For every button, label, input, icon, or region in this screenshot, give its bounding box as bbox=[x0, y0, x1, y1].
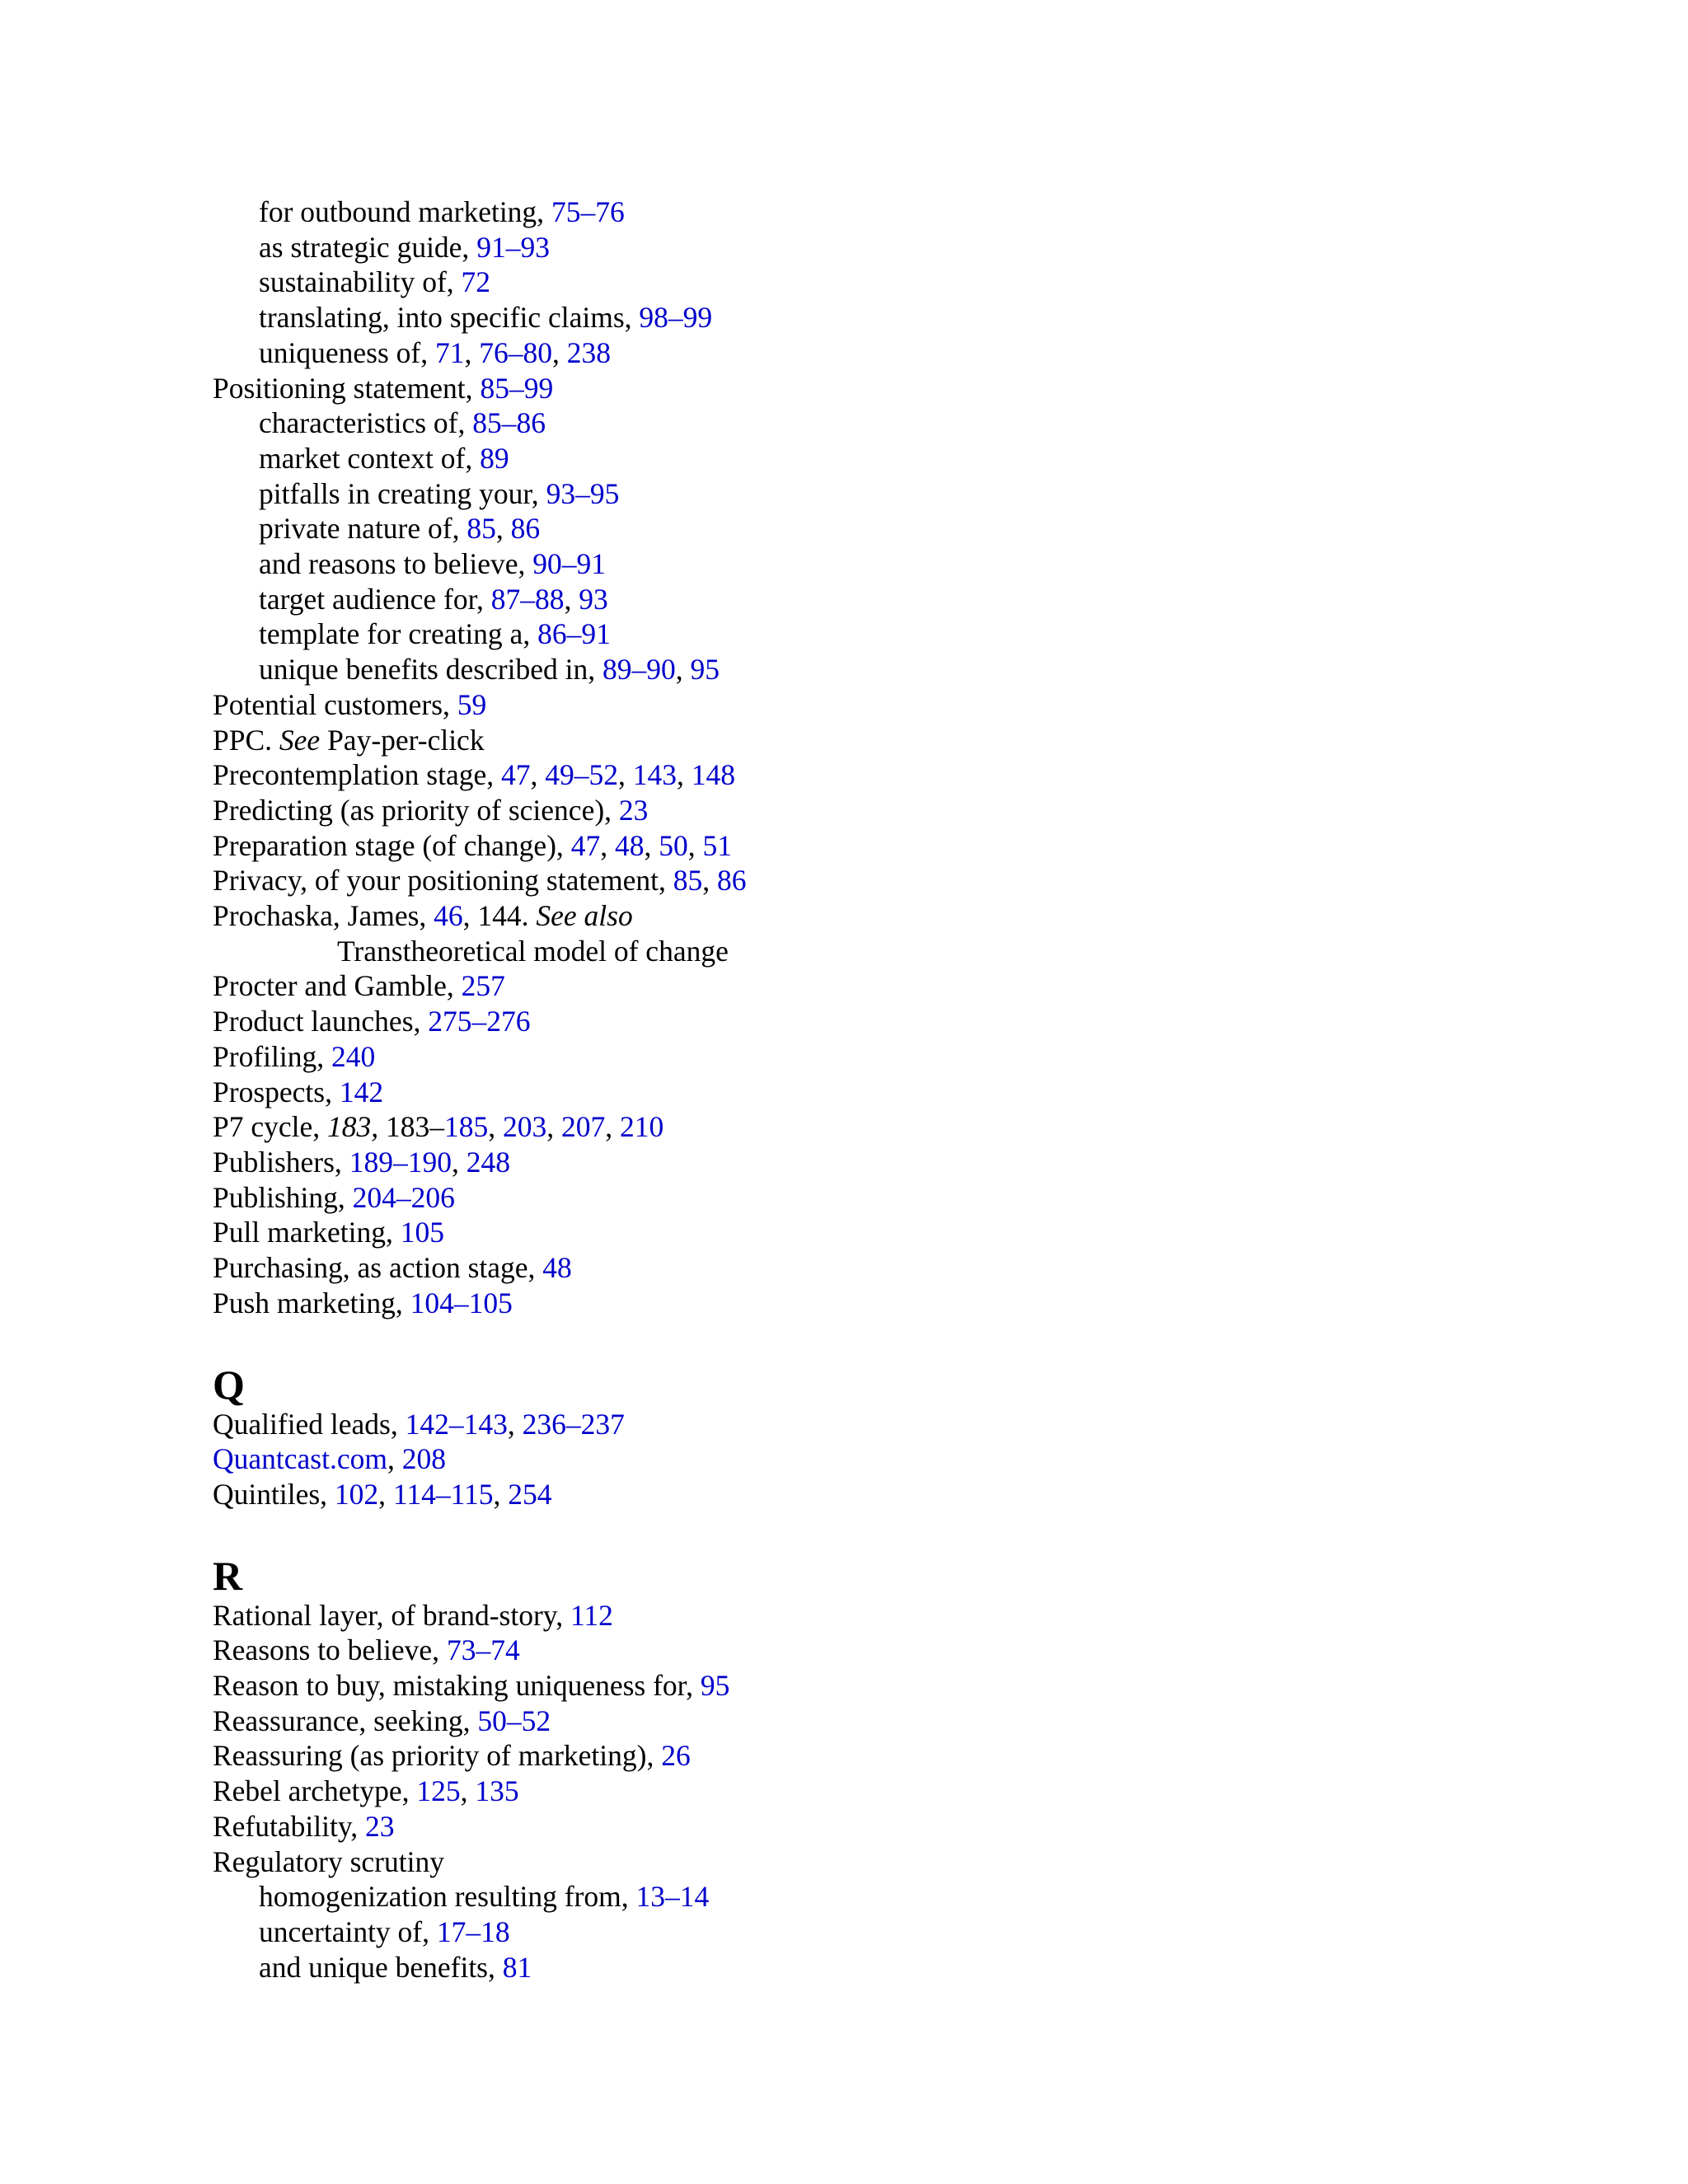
entry-profiling bbox=[213, 1039, 1367, 1075]
entry-push-marketing bbox=[213, 1286, 1367, 1321]
page-link[interactable]: 23 bbox=[365, 1809, 395, 1843]
page-link[interactable]: 81 bbox=[502, 1950, 532, 1984]
entry-text: pitfalls in creating your, bbox=[259, 476, 546, 510]
entry-text: , bbox=[600, 828, 615, 862]
page-link[interactable]: 89–90 bbox=[603, 653, 676, 687]
entry-text: sustainability of, bbox=[259, 265, 462, 299]
page-link[interactable]: 185 bbox=[444, 1110, 489, 1144]
page-link[interactable]: 86–91 bbox=[537, 617, 611, 651]
entry-strategic-guide bbox=[213, 230, 1367, 265]
page-link[interactable]: 240 bbox=[331, 1039, 376, 1073]
page-link[interactable]: 148 bbox=[691, 758, 735, 792]
page-link[interactable]: 135 bbox=[475, 1774, 519, 1808]
italic-text: See also bbox=[536, 899, 633, 933]
entry-text: Predicting (as priority of science), bbox=[213, 793, 619, 827]
entry-text: , bbox=[551, 335, 567, 369]
entry-uniqueness bbox=[213, 335, 1367, 371]
entry-translating-claims bbox=[213, 300, 1367, 335]
entry-text: translating, into specific claims, bbox=[259, 301, 640, 335]
entry-text: R bbox=[213, 1552, 243, 1599]
page-link[interactable]: 142–143 bbox=[405, 1407, 508, 1441]
entry-quintiles bbox=[213, 1477, 1367, 1512]
entry-predicting bbox=[213, 793, 1367, 828]
entry-refutability bbox=[213, 1809, 1367, 1844]
entry-sustainability bbox=[213, 265, 1367, 300]
entry-text: private nature of, bbox=[259, 512, 467, 546]
entry-text: , 144. bbox=[462, 899, 537, 933]
page-link[interactable]: 248 bbox=[466, 1145, 510, 1179]
entry-text: Quintiles, bbox=[213, 1477, 335, 1511]
entry-text: Precontemplation stage, bbox=[213, 758, 501, 792]
entry-text: Reasons to believe, bbox=[213, 1633, 447, 1667]
entry-private-nature bbox=[213, 511, 1367, 546]
entry-text: Pull marketing, bbox=[213, 1216, 401, 1249]
entry-text: Publishers, bbox=[213, 1145, 349, 1179]
entry-homogenization bbox=[213, 1879, 1367, 1915]
entry-text: Publishing, bbox=[213, 1180, 353, 1214]
entry-reason-to-buy bbox=[213, 1668, 1367, 1704]
entry-prospects bbox=[213, 1075, 1367, 1110]
entry-text: and unique benefits, bbox=[259, 1950, 503, 1984]
entry-text: Potential customers, bbox=[213, 687, 457, 721]
page-link[interactable]: 86 bbox=[510, 512, 541, 546]
entry-rational-layer bbox=[213, 1598, 1367, 1633]
page-link[interactable]: 204–206 bbox=[352, 1180, 455, 1214]
section-letter-q bbox=[213, 1362, 1367, 1407]
entry-text: , bbox=[464, 335, 480, 369]
entry-text: , bbox=[460, 1774, 476, 1808]
entry-text: Positioning statement, bbox=[213, 371, 481, 405]
page-link[interactable]: 90–91 bbox=[532, 547, 606, 581]
entry-privacy bbox=[213, 863, 1367, 898]
entry-text: Preparation stage (of change), bbox=[213, 828, 571, 862]
page-link[interactable]: 48 bbox=[542, 1251, 572, 1285]
entry-text: market context of, bbox=[259, 441, 481, 475]
page-link[interactable]: 47 bbox=[570, 828, 601, 862]
entry-text: Prospects, bbox=[213, 1075, 340, 1108]
page-link[interactable]: 254 bbox=[508, 1477, 552, 1511]
entry-characteristics bbox=[213, 405, 1367, 441]
entry-text: Prochaska, James, bbox=[213, 899, 434, 933]
section-gap bbox=[213, 1321, 1367, 1346]
page-link[interactable]: 75–76 bbox=[551, 195, 625, 228]
italic-text: See bbox=[279, 723, 321, 757]
entry-text: , bbox=[378, 1477, 393, 1511]
page-link[interactable]: 203 bbox=[503, 1110, 547, 1144]
entry-text: , bbox=[488, 1110, 504, 1144]
entry-text: , bbox=[605, 1110, 621, 1144]
entry-pitfalls bbox=[213, 476, 1367, 512]
entry-text: and reasons to believe, bbox=[259, 547, 533, 581]
entry-product-launches bbox=[213, 1004, 1367, 1039]
page-link[interactable]: 142 bbox=[339, 1075, 384, 1108]
entry-text: 183– bbox=[378, 1110, 445, 1144]
page-link[interactable]: 236–237 bbox=[522, 1407, 625, 1441]
entry-publishing bbox=[213, 1180, 1367, 1216]
entry-text: Reassurance, seeking, bbox=[213, 1704, 478, 1737]
entry-reasons-to-believe-main bbox=[213, 1633, 1367, 1668]
entry-pull-marketing bbox=[213, 1215, 1367, 1250]
page-link[interactable]: 50 bbox=[659, 828, 688, 862]
entry-text: , bbox=[675, 653, 691, 687]
entry-uncertainty bbox=[213, 1915, 1367, 1950]
entry-text: , bbox=[546, 1110, 562, 1144]
entry-target-audience bbox=[213, 582, 1367, 617]
entry-text: PPC. bbox=[213, 723, 279, 757]
page-link[interactable]: 189–190 bbox=[349, 1145, 452, 1179]
entry-text: Reason to buy, mistaking uniqueness for, bbox=[213, 1669, 701, 1703]
page-link[interactable]: 208 bbox=[401, 1442, 446, 1476]
page-link[interactable]: 104–105 bbox=[410, 1286, 513, 1319]
entry-potential-customers bbox=[213, 687, 1367, 723]
page-link[interactable]: 85–86 bbox=[472, 406, 546, 440]
entry-text: Pay-per-click bbox=[320, 723, 485, 757]
page-link[interactable]: 13–14 bbox=[635, 1880, 710, 1914]
entry-text: Push marketing, bbox=[213, 1286, 410, 1319]
page-link[interactable]: 85–99 bbox=[480, 371, 554, 405]
entry-regulatory-scrutiny bbox=[213, 1844, 1367, 1880]
entry-text: template for creating a, bbox=[259, 617, 538, 651]
page-link[interactable]: 76–80 bbox=[479, 335, 552, 369]
italic-text: 183, bbox=[327, 1110, 379, 1144]
entry-text: Q bbox=[213, 1361, 245, 1408]
entry-text: Refutability, bbox=[213, 1809, 366, 1843]
entry-text: , bbox=[564, 582, 579, 616]
section-gap bbox=[213, 1512, 1367, 1537]
page-link[interactable]: 71 bbox=[434, 335, 465, 369]
entry-qualified-leads bbox=[213, 1407, 1367, 1442]
entry-text: for outbound marketing, bbox=[259, 195, 551, 228]
page-link[interactable]: 238 bbox=[566, 335, 611, 369]
entry-p7-cycle bbox=[213, 1109, 1367, 1145]
page-link[interactable]: Quantcast.com bbox=[213, 1442, 387, 1476]
entry-text: characteristics of, bbox=[259, 406, 473, 440]
entry-prochaska bbox=[213, 898, 1367, 934]
entry-reassuring bbox=[213, 1738, 1367, 1774]
page-link[interactable]: 46 bbox=[434, 899, 463, 933]
entry-text: target audience for, bbox=[259, 582, 491, 616]
entry-reasons-to-believe bbox=[213, 546, 1367, 582]
page-link[interactable]: 210 bbox=[620, 1110, 664, 1144]
page-link[interactable]: 47 bbox=[500, 758, 531, 792]
page-link[interactable]: 26 bbox=[661, 1739, 691, 1773]
entry-text: Profiling, bbox=[213, 1039, 331, 1073]
page-link[interactable]: 114–115 bbox=[392, 1477, 494, 1511]
entry-text: Rational layer, of brand-story, bbox=[213, 1598, 570, 1632]
page-link[interactable]: 51 bbox=[702, 828, 732, 862]
entry-reassurance bbox=[213, 1704, 1367, 1739]
page-link[interactable]: 23 bbox=[618, 793, 649, 827]
page-link[interactable]: 112 bbox=[570, 1598, 613, 1632]
entry-text: P7 cycle, bbox=[213, 1110, 328, 1144]
entry-text: Privacy, of your positioning statement, bbox=[213, 864, 673, 898]
page-link[interactable]: 91–93 bbox=[476, 230, 550, 264]
entry-text: , bbox=[451, 1145, 467, 1179]
entry-quantcast bbox=[213, 1441, 1367, 1477]
page-link[interactable]: 125 bbox=[416, 1774, 461, 1808]
entry-text: , bbox=[702, 864, 717, 898]
entry-purchasing bbox=[213, 1250, 1367, 1286]
entry-text: , bbox=[530, 758, 546, 792]
page-link[interactable]: 207 bbox=[561, 1110, 606, 1144]
entry-procter-gamble bbox=[213, 968, 1367, 1004]
page-link[interactable]: 105 bbox=[400, 1216, 445, 1249]
entry-text: Product launches, bbox=[213, 1005, 429, 1038]
entry-text: unique benefits described in, bbox=[259, 653, 603, 687]
entry-text: Purchasing, as action stage, bbox=[213, 1251, 543, 1285]
section-letter-r bbox=[213, 1554, 1367, 1598]
page-link[interactable]: 59 bbox=[457, 687, 487, 721]
page-link[interactable]: 17–18 bbox=[436, 1915, 510, 1948]
entry-text: , bbox=[617, 758, 633, 792]
page-link[interactable]: 95 bbox=[690, 653, 720, 687]
page-link[interactable]: 50–52 bbox=[477, 1704, 551, 1737]
page-link[interactable]: 102 bbox=[334, 1477, 379, 1511]
entry-text: Rebel archetype, bbox=[213, 1774, 417, 1808]
page-link[interactable]: 143 bbox=[632, 758, 677, 792]
entry-text: Procter and Gamble, bbox=[213, 969, 462, 1003]
page-link[interactable]: 95 bbox=[700, 1669, 730, 1703]
page-link[interactable]: 87–88 bbox=[490, 582, 565, 616]
entry-text: , bbox=[495, 512, 511, 546]
entry-rebel-archetype bbox=[213, 1774, 1367, 1809]
entry-text: , bbox=[387, 1442, 402, 1476]
entry-template bbox=[213, 616, 1367, 652]
page-link[interactable]: 85 bbox=[467, 512, 496, 546]
page-link[interactable]: 48 bbox=[614, 828, 645, 862]
entry-text: , bbox=[507, 1407, 523, 1441]
entry-text: , bbox=[644, 828, 659, 862]
page-link[interactable]: 93–95 bbox=[546, 476, 620, 510]
entry-outbound-marketing bbox=[213, 194, 1367, 230]
entry-text: homogenization resulting from, bbox=[259, 1880, 636, 1914]
entry-text: , bbox=[493, 1477, 509, 1511]
entry-text: Qualified leads, bbox=[213, 1407, 406, 1441]
entry-precontemplation bbox=[213, 757, 1367, 793]
page-link[interactable]: 89 bbox=[480, 441, 509, 475]
entry-unique-benefits-r bbox=[213, 1950, 1367, 1985]
entry-text: , bbox=[687, 828, 703, 862]
entry-text: Transtheoretical model of change bbox=[337, 934, 729, 968]
entry-preparation-stage bbox=[213, 828, 1367, 864]
page-link[interactable]: 72 bbox=[461, 265, 491, 299]
entry-text: , bbox=[676, 758, 692, 792]
page-link[interactable]: 275–276 bbox=[428, 1005, 531, 1038]
entry-market-context bbox=[213, 441, 1367, 476]
entry-unique-benefits bbox=[213, 652, 1367, 687]
page-link[interactable]: 73–74 bbox=[446, 1633, 520, 1667]
page-link[interactable]: 257 bbox=[461, 969, 505, 1003]
index-page bbox=[213, 194, 1367, 1985]
entry-publishers bbox=[213, 1145, 1367, 1180]
entry-text: Regulatory scrutiny bbox=[213, 1844, 444, 1878]
page-link[interactable]: 86 bbox=[716, 864, 747, 898]
entry-text: as strategic guide, bbox=[259, 230, 477, 264]
page-link[interactable]: 98–99 bbox=[639, 301, 713, 335]
entry-text: uncertainty of, bbox=[259, 1915, 437, 1948]
page-link[interactable]: 85 bbox=[673, 864, 703, 898]
page-link[interactable]: 49–52 bbox=[545, 758, 618, 792]
entry-positioning-statement bbox=[213, 371, 1367, 406]
entry-text: uniqueness of, bbox=[259, 335, 435, 369]
entry-ppc bbox=[213, 723, 1367, 758]
entry-prochaska-continued bbox=[213, 934, 1367, 969]
page-link[interactable]: 93 bbox=[579, 582, 608, 616]
entry-text: Reassuring (as priority of marketing), bbox=[213, 1739, 662, 1773]
